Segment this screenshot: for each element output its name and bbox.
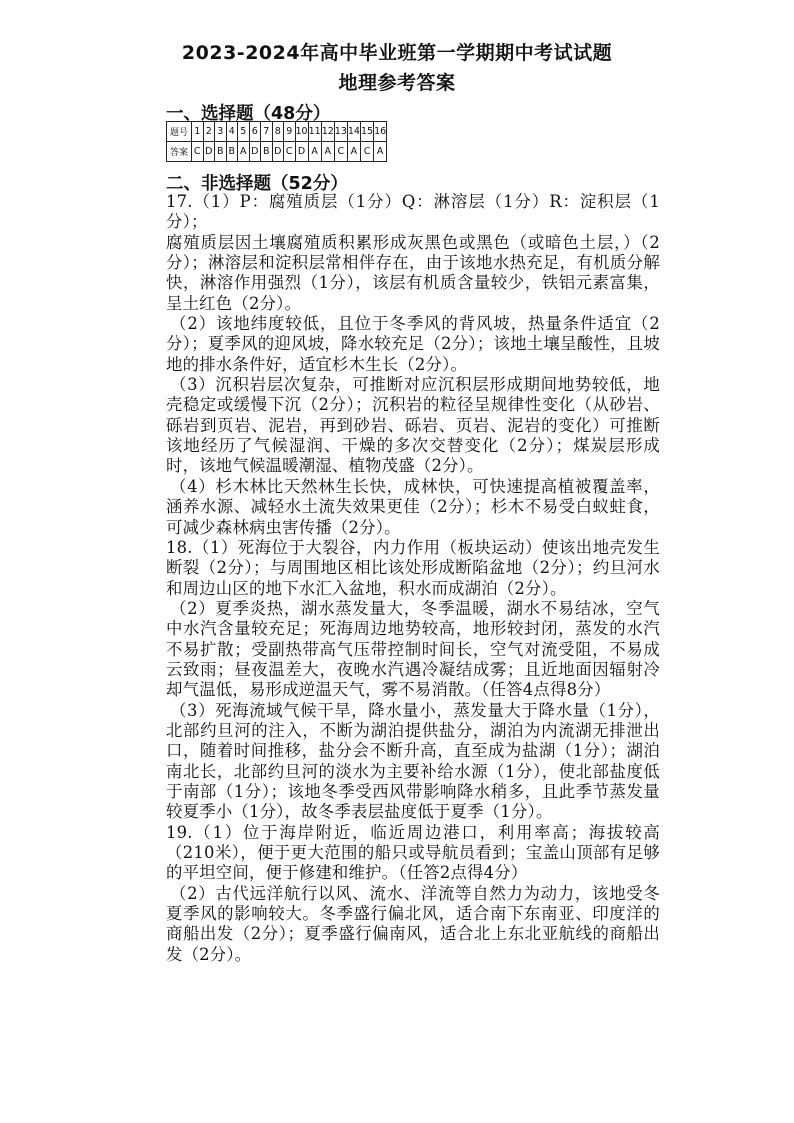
answer-cell: A: [238, 142, 250, 162]
section-non-choice-heading: 二、非选择题（52分）: [166, 174, 348, 194]
row-label-number: 题号: [167, 122, 192, 142]
question-number-row: [167, 122, 387, 142]
row-label-answer: 答案: [167, 142, 192, 162]
answer-paragraph-q19-1: 19.（1）位于海岸附近，临近周边港口，利用率高；海拔较高（210米），便于更大范围的船只或导航员看到；宝盖山顶部有足够的平坦空间，便于修建和维护。（任答2点得4分）: [166, 822, 660, 883]
question-number: 8: [272, 122, 284, 142]
page-subtitle: 地理参考答案: [338, 72, 456, 94]
answer-paragraph-q19-2: （2）古代远洋航行以风、流水、洋流等自然力为动力，该地受冬夏季风的影响较大。冬季盛行偏北风，适合南下东南亚、印度洋的商船出发（2分）；夏季盛行偏南风，适合北上东北亚航线的商船出发（2分）。: [166, 883, 660, 964]
answer-paragraph-q17-1-detail: 腐殖质层因土壤腐殖质积累形成灰黑色或黑色（或暗色土层，）（2分）；淋溶层和淀积层常相伴存在，由于该地水热充足，有机质分解快，淋溶作用强烈（1分），该层有机质含量较少，铁铝元素富集，呈土红色（2分）。: [166, 232, 660, 313]
answer-cell: A: [321, 142, 334, 162]
section-multiple-choice-heading: 一、选择题（48分）: [166, 104, 331, 124]
answer-cell: D: [203, 142, 215, 162]
answer-key-table: [166, 121, 387, 162]
answer-paragraph-q17-1: 17.（1）P：腐殖质层（1分）Q：淋溶层（1分）R：淀积层（1分）；: [166, 192, 660, 232]
answer-cell: D: [272, 142, 284, 162]
answer-cell: B: [226, 142, 238, 162]
answer-cell: D: [295, 142, 308, 162]
answer-cell: B: [215, 142, 227, 162]
answer-cell: A: [308, 142, 321, 162]
question-number: 3: [215, 122, 227, 142]
answer-cell: A: [347, 142, 360, 162]
question-number: 16: [374, 122, 387, 142]
question-number: 2: [203, 122, 215, 142]
answer-row: [167, 142, 387, 162]
answer-paragraph-q18-1: 18.（1）死海位于大裂谷，内力作用（板块运动）使该出地壳发生断裂（2分）；与周围地区相比该处形成断陷盆地（2分）；约旦河水和周边山区的地下水汇入盆地，积水而成湖泊（2分）。: [166, 537, 660, 598]
answer-paragraph-q17-2: （2）该地纬度较低，且位于冬季风的背风坡，热量条件适宜（2分）；夏季风的迎风坡，降水较充足（2分）；该地土壤呈酸性，且坡地的排水条件好，适宜杉木生长（2分）。: [166, 314, 660, 374]
question-number: 13: [334, 122, 347, 142]
question-number: 14: [347, 122, 360, 142]
answer-cell: C: [284, 142, 296, 162]
question-number: 9: [284, 122, 296, 142]
answer-body: [166, 192, 660, 965]
question-number: 1: [192, 122, 204, 142]
answer-paragraph-q18-2: （2）夏季炎热，湖水蒸发量大，冬季温暖，湖水不易结冰，空气中水汽含量较充足；死海周边地势较高，地形较封闭，蒸发的水汽不易扩散；受副热带高气压带控制时间长，空气对流受阻，不易成云致雨；昼夜温差大，夜晚水汽遇冷凝结成雾；且近地面因辐射冷却气温低，易形成逆温天气，雾不易消散。（任答4点得8分）: [166, 598, 660, 700]
answer-paragraph-q18-3: （3）死海流域气候干旱，降水量小，蒸发量大于降水量（1分），北部约旦河的注入，不断为湖泊提供盐分，湖泊为内流湖无排泄出口，随着时间推移，盐分会不断升高，直至成为盐湖（1分）；湖泊南北长，北部约旦河的淡水为主要补给水源（1分），使北部盐度低于南部（1分）；该地冬季受西风带影响降水稍多，且此季节蒸发量较夏季小（1分），故冬季表层盐度低于夏季（1分）。: [166, 700, 660, 822]
question-number: 12: [321, 122, 334, 142]
answer-cell: C: [192, 142, 204, 162]
page-title: 2023-2024年高中毕业班第一学期期中考试试题: [181, 42, 613, 64]
answer-cell: D: [249, 142, 261, 162]
question-number: 4: [226, 122, 238, 142]
answer-cell: C: [360, 142, 373, 162]
answer-paragraph-q17-3: （3）沉积岩层次复杂，可推断对应沉积层形成期间地势较低，地壳稳定或缓慢下沉（2分）；沉积岩的粒径呈规律性变化（从砂岩、砾岩到页岩、泥岩，再到砂岩、砾岩、页岩、泥岩的变化）可推断该地经历了气候湿润、干燥的多次交替变化（2分）；煤炭层形成时，该地气候温暖潮湿、植物茂盛（2分）。: [166, 375, 660, 476]
answer-cell: A: [374, 142, 387, 162]
answer-cell: B: [261, 142, 273, 162]
question-number: 10: [295, 122, 308, 142]
question-number: 5: [238, 122, 250, 142]
question-number: 7: [261, 122, 273, 142]
question-number: 6: [249, 122, 261, 142]
question-number: 15: [360, 122, 373, 142]
answer-cell: C: [334, 142, 347, 162]
answer-paragraph-q17-4: （4）杉木林比天然林生长快，成林快，可快速提高植被覆盖率，涵养水源、减轻水土流失效果更佳（2分）；杉木不易受白蚁蛀食，可减少森林病虫害传播（2分）。: [166, 476, 660, 537]
question-number: 11: [308, 122, 321, 142]
